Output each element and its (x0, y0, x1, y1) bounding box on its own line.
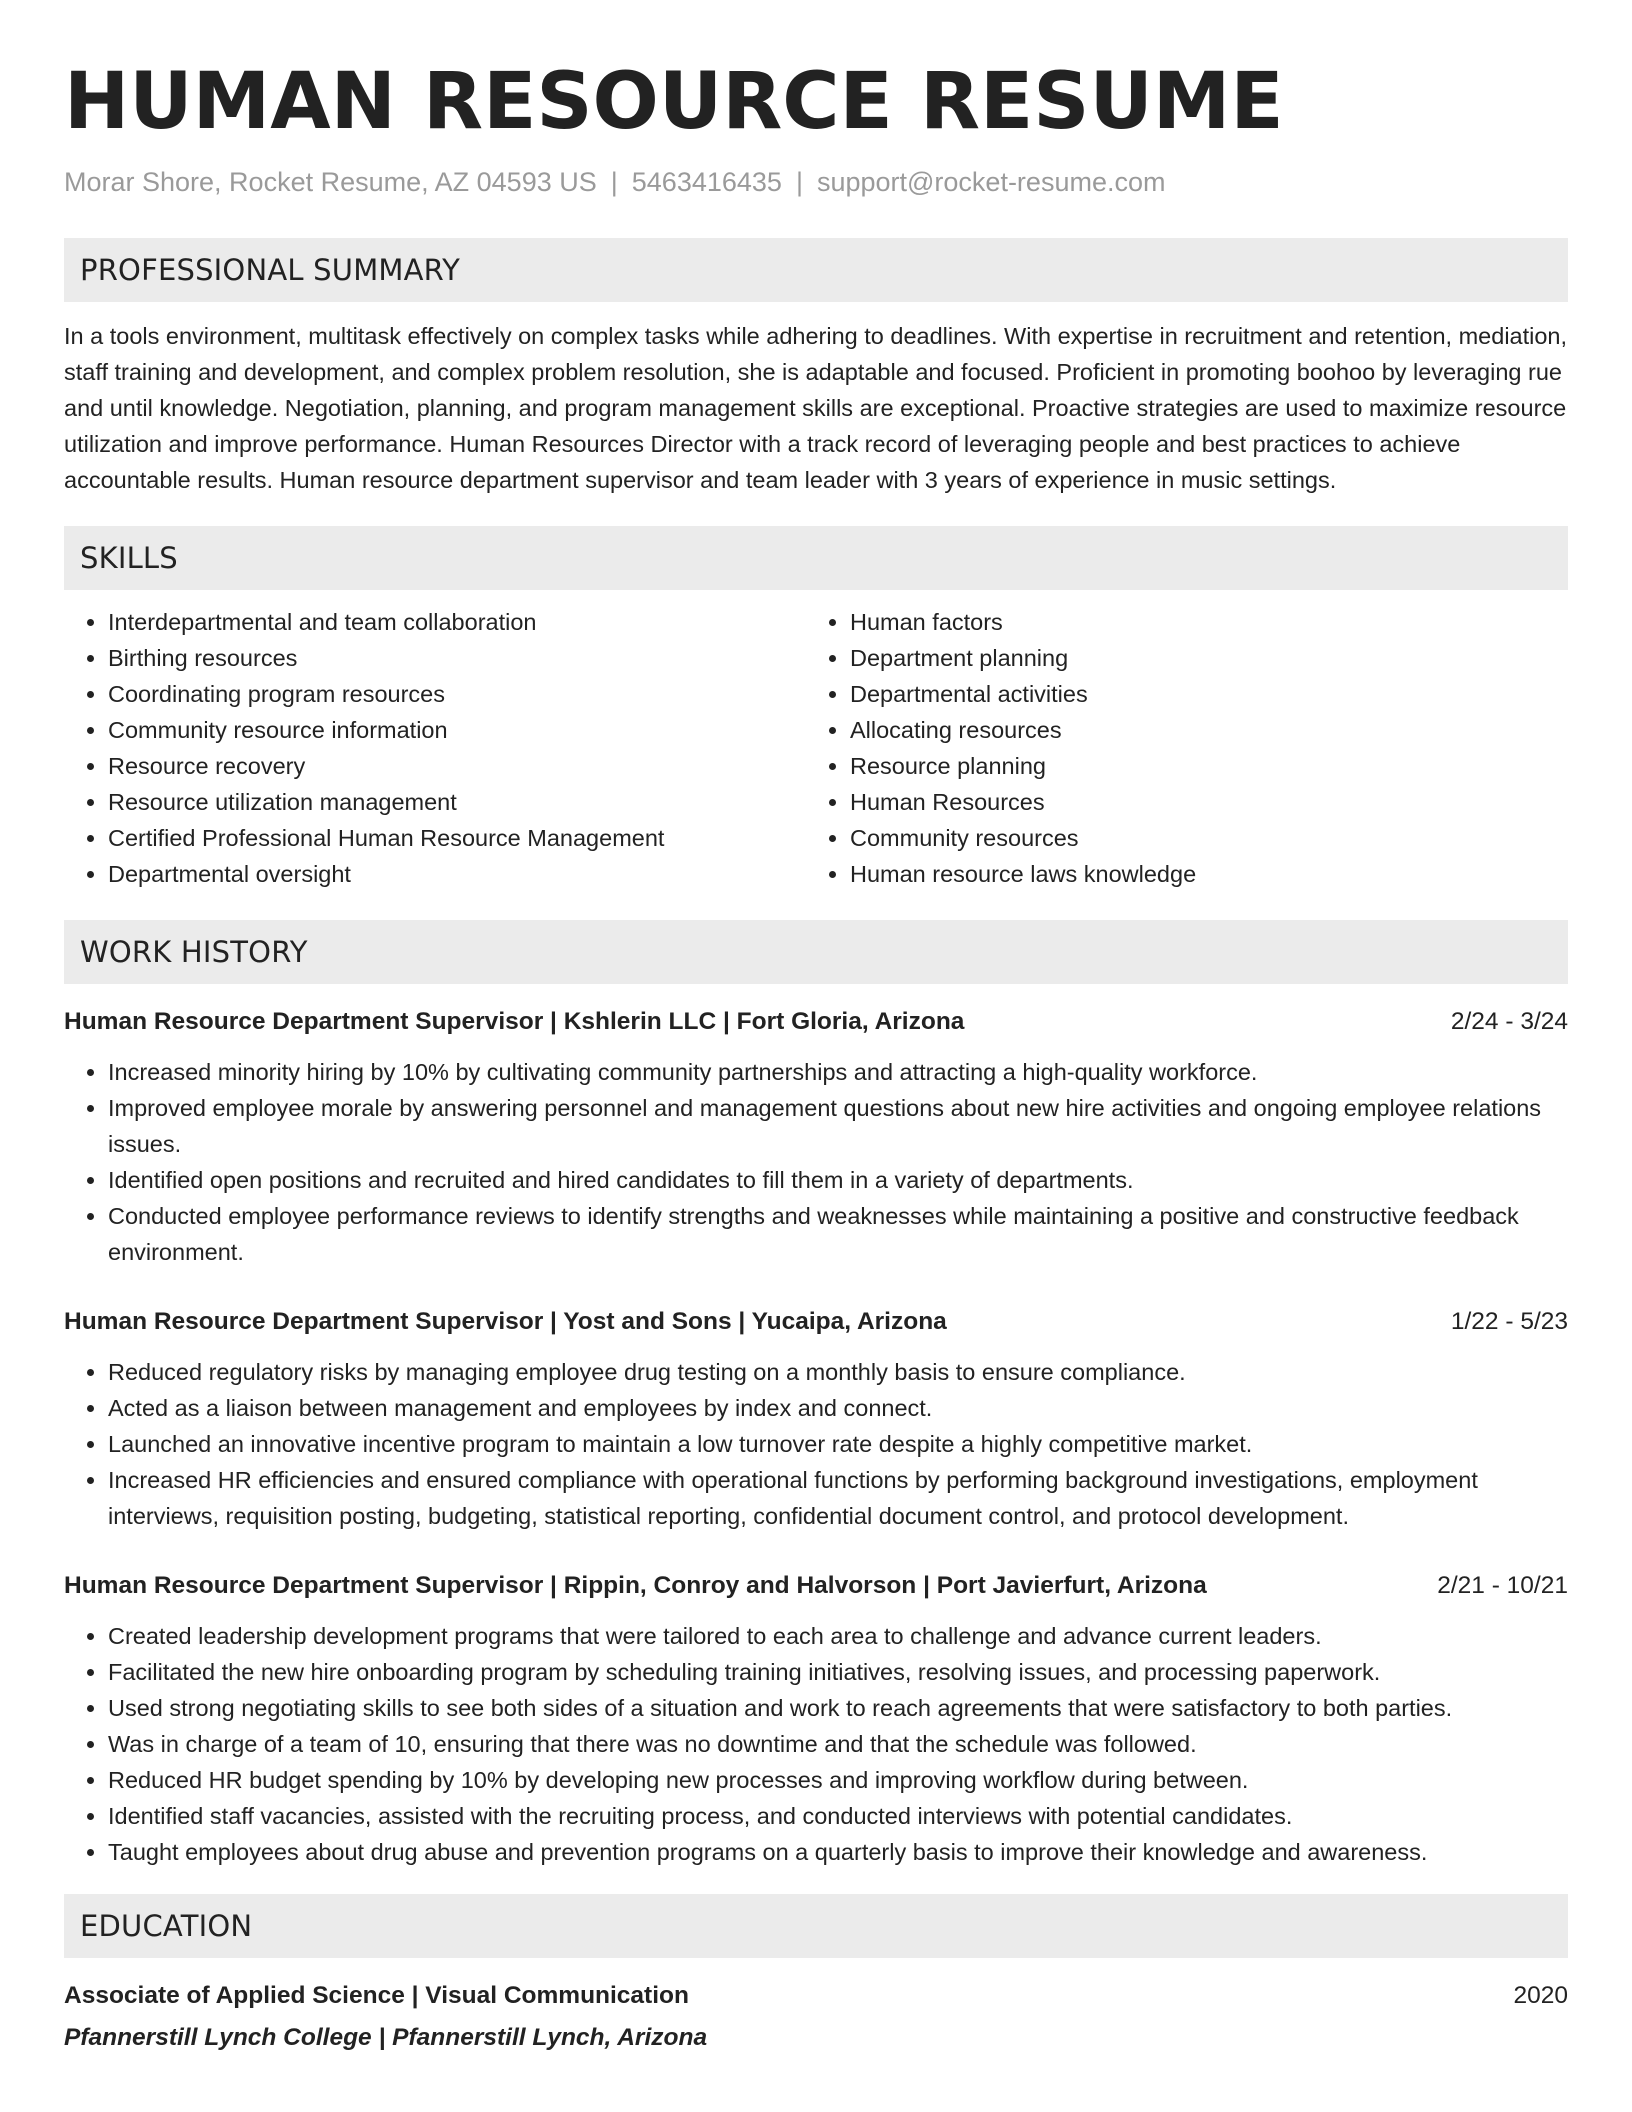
job-dates: 2/21 - 10/21 (1437, 1572, 1568, 1599)
contact-line (64, 164, 1568, 200)
skill-item: • Human factors (850, 604, 1548, 640)
job-bullet: • Acted as a liaison between management and employees by index and connect. (108, 1390, 1568, 1426)
job-bullet: • Facilitated the new hire onboarding program by scheduling training initiatives, resolving issues, and processing paperwork. (108, 1654, 1568, 1690)
skill-item: • Community resources (850, 820, 1548, 856)
contact-separator: | (610, 167, 618, 197)
skill-item: • Interdepartmental and team collaboration (108, 604, 806, 640)
resume-title: HUMAN RESOURCE RESUME (64, 57, 1284, 147)
job-bullet: • Increased minority hiring by 10% by cultivating community partnerships and attracting a high-quality workforce. (108, 1054, 1568, 1090)
job-entry (64, 1568, 1568, 1870)
job-entry (64, 1304, 1568, 1534)
contact-separator: | (795, 167, 803, 197)
skill-item: • Department planning (850, 640, 1548, 676)
contact-email: support@rocket-resume.com (816, 167, 1166, 197)
skill-item: • Resource recovery (108, 748, 806, 784)
summary-text: In a tools environment, multitask effectively on complex tasks while adhering to deadlines. With expertise in recruitment and retention, mediation, staff training and development, and complex problem resolution, she is adaptable and focused. Proficient in promoting boohoo by leveraging rue and until knowledge. Negotiation, planning, and program management skills are exceptional. Proactive strategies are used to maximize resource utilization and improve performance. Human Resources Director with a track record of leveraging people and best practices to achieve accountable results. Human resource department supervisor and team leader with 3 years of experience in music settings. (64, 323, 1568, 493)
job-bullet: • Identified open positions and recruited and hired candidates to fill them in a variety of departments. (108, 1162, 1568, 1198)
skill-item: • Certified Professional Human Resource Management (108, 820, 806, 856)
skills-column-right (806, 604, 1548, 892)
job-bullet: • Was in charge of a team of 10, ensuring that there was no downtime and that the schedule was followed. (108, 1726, 1568, 1762)
job-bullet: • Reduced regulatory risks by managing employee drug testing on a monthly basis to ensure compliance. (108, 1354, 1568, 1390)
job-bullet: • Increased HR efficiencies and ensured compliance with operational functions by performing background investigations, employment interviews, requisition posting, budgeting, statistical reporting, confidential document control, and protocol development. (108, 1462, 1568, 1534)
skill-item: • Resource planning (850, 748, 1548, 784)
skills-list (64, 604, 1568, 892)
skill-item: • Community resource information (108, 712, 806, 748)
job-bullet: • Improved employee morale by answering personnel and management questions about new hire activities and ongoing employee relations issues. (108, 1090, 1568, 1162)
skill-item: • Departmental activities (850, 676, 1548, 712)
section-title-work: WORK HISTORY (80, 935, 308, 969)
education-heading-row (64, 1978, 1568, 2014)
job-heading-row (64, 1568, 1568, 1604)
job-dates: 2/24 - 3/24 (1450, 1008, 1568, 1035)
education-year: 2020 (1513, 1982, 1568, 2009)
job-bullets (64, 1618, 1568, 1870)
section-title-skills: SKILLS (80, 541, 178, 575)
skill-item: • Resource utilization management (108, 784, 806, 820)
section-title-education: EDUCATION (80, 1909, 253, 1943)
job-heading-row (64, 1304, 1568, 1340)
job-bullets (64, 1054, 1568, 1270)
skill-item: • Allocating resources (850, 712, 1548, 748)
skill-item: • Departmental oversight (108, 856, 806, 892)
skill-item: • Human resource laws knowledge (850, 856, 1548, 892)
skills-column-left (64, 604, 806, 892)
job-bullet: • Created leadership development programs that were tailored to each area to challenge and advance current leaders. (108, 1618, 1568, 1654)
contact-address: Morar Shore, Rocket Resume, AZ 04593 US (64, 167, 597, 197)
job-bullet: • Reduced HR budget spending by 10% by developing new processes and improving workflow during between. (108, 1762, 1568, 1798)
section-header-work (64, 920, 1568, 984)
resume-page (64, 56, 1568, 2056)
section-header-summary (64, 238, 1568, 302)
job-bullets (64, 1354, 1568, 1534)
job-dates: 1/22 - 5/23 (1450, 1308, 1568, 1335)
job-heading: Human Resource Department Supervisor | Rippin, Conroy and Halvorson | Port Javierfurt, Arizona (64, 1572, 1207, 1599)
skill-item: • Coordinating program resources (108, 676, 806, 712)
education-degree: Associate of Applied Science | Visual Communication (64, 1982, 689, 2009)
job-bullet: • Taught employees about drug abuse and prevention programs on a quarterly basis to improve their knowledge and awareness. (108, 1834, 1568, 1870)
job-entry (64, 1004, 1568, 1270)
education-school: Pfannerstill Lynch College | Pfannerstill Lynch, Arizona (64, 2024, 708, 2051)
job-bullet: • Identified staff vacancies, assisted with the recruiting process, and conducted interviews with potential candidates. (108, 1798, 1568, 1834)
job-bullet: • Conducted employee performance reviews to identify strengths and weaknesses while maintaining a positive and constructive feedback environment. (108, 1198, 1568, 1270)
section-header-education (64, 1894, 1568, 1958)
section-header-skills (64, 526, 1568, 590)
job-bullet: • Launched an innovative incentive program to maintain a low turnover rate despite a highly competitive market. (108, 1426, 1568, 1462)
contact-phone: 5463416435 (631, 167, 782, 197)
skill-item: • Human Resources (850, 784, 1548, 820)
job-heading: Human Resource Department Supervisor | Kshlerin LLC | Fort Gloria, Arizona (64, 1008, 965, 1035)
skill-item: • Birthing resources (108, 640, 806, 676)
job-bullet: • Used strong negotiating skills to see both sides of a situation and work to reach agreements that were satisfactory to both parties. (108, 1690, 1568, 1726)
job-heading-row (64, 1004, 1568, 1040)
section-title-summary: PROFESSIONAL SUMMARY (80, 253, 461, 287)
job-heading: Human Resource Department Supervisor | Yost and Sons | Yucaipa, Arizona (64, 1308, 947, 1335)
